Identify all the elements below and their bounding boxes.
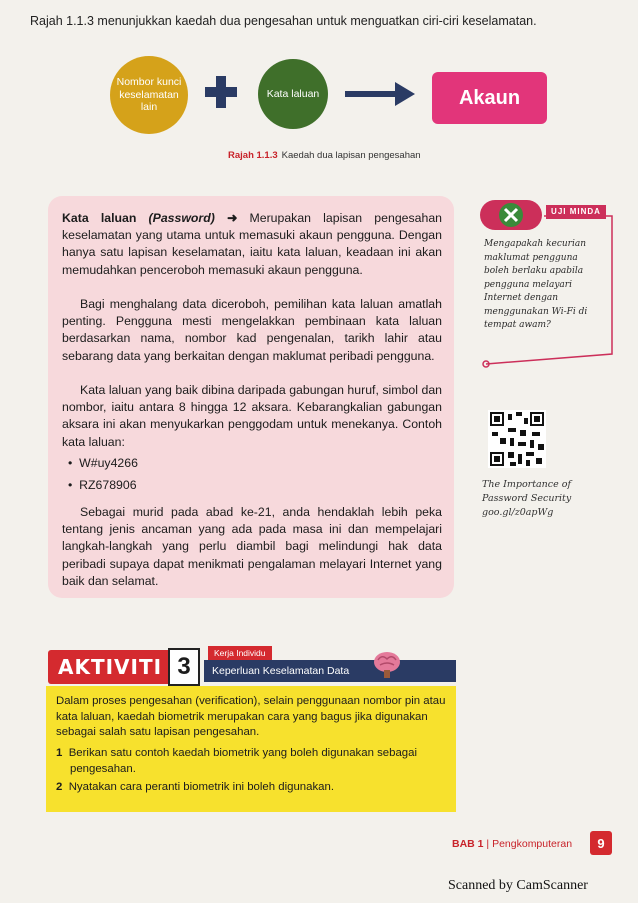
account-box: Akaun (432, 72, 547, 124)
caption-label: Rajah 1.1.3 (228, 150, 278, 161)
qr-title: The Importance of Password Security (482, 479, 572, 504)
example-1: W#uy4266 (79, 456, 138, 470)
scanner-watermark: Scanned by CamScanner (448, 878, 588, 893)
intro-text: Rajah 1.1.3 menunjukkan kaedah dua pengesahan untuk menguatkan ciri-ciri keselamatan. (30, 14, 537, 28)
figure-caption (228, 150, 421, 161)
example-item: • W#uy4266 (68, 456, 138, 470)
question-2-text: Nyatakan cara peranti biometrik ini boleh digunakan. (68, 781, 334, 793)
definition-text: Merupakan lapisan pengesahan keselamatan yang utama untuk memasuki akaun pengguna. Dengan hanya satu lapisan keselamatan, iaitu kata laluan, keadaan ini akan memudahkan penceroboh memasuki akaun pengguna. (62, 211, 442, 277)
tools-icon (498, 202, 524, 228)
chapter-name: Pengkomputeran (492, 838, 573, 850)
paragraph-good-password: Kata laluan yang baik dibina daripada gabungan huruf, simbol dan nombor, iaitu antara 8 hingga 12 aksara. Kebarangkalian gabungan aksara ini akan menyukarkan penggodam untuk menekanya. Contoh kata laluan: (62, 383, 442, 449)
activity-number: 3 (168, 648, 200, 686)
question-1-number: 1 (56, 747, 63, 759)
plus-icon (203, 74, 239, 110)
circle1-label: Nombor kunci keselamatan lain (116, 76, 182, 114)
term-label: Kata laluan (62, 211, 137, 225)
caption-text: Kaedah dua lapisan pengesahan (281, 150, 421, 161)
activity-tag: Kerja Individu (208, 646, 272, 660)
qr-link[interactable]: goo.gl/z0apWg (482, 507, 554, 518)
qr-caption (482, 478, 612, 520)
chapter-number: BAB 1 (452, 838, 484, 850)
brain-icon (372, 650, 402, 680)
example-2: RZ678906 (79, 478, 137, 492)
circle2-label: Kata laluan (266, 87, 320, 100)
paragraph-21st-century: Sebagai murid pada abad ke-21, anda hendaklah lebih peka tentang jenis ancaman yang ada pada masa ini dan mempelajari langkah-langkah yang perlu diambil bagi melindungi hak data peribadi supaya dapat menikmati pengalaman melayari Internet yang baik dan selamat. (62, 505, 442, 588)
page-number: 9 (590, 831, 612, 855)
uji-minda-label: UJI MINDA (546, 205, 606, 219)
chapter-footer: BAB 1 | Pengkomputeran (452, 838, 573, 850)
qr-code-icon[interactable] (488, 410, 546, 468)
question-1 (56, 746, 462, 777)
circle-password (258, 59, 328, 129)
activity-title: AKTIVITI (48, 650, 186, 684)
question-2-number: 2 (56, 781, 63, 793)
uji-minda-question: Mengapakah kecurian maklumat pengguna boleh berlaku apabila pengguna melayari Internet dengan menggunakan Wi-Fi di tempat awam? (484, 239, 588, 330)
arrow-icon: ➜ (227, 211, 238, 225)
activity-intro: Dalam proses pengesahan (verification), selain penggunaan nombor pin atau kata laluan, kaedah biometrik merupakan cara yang bagus jika digunakan sebagai salah satu lapisan pengesahan. (56, 695, 446, 739)
paragraph-definition (62, 210, 442, 279)
paragraph-avoid: Bagi menghalang data diceroboh, pemilihan kata laluan amatlah penting. Pengguna mesti mengelakkan pembinaan kata laluan berdasarkan nama, nombor kad pengenalan, tarikh lahir atau sebarang data yang berkaitan dengan maklumat peribadi pengguna. (62, 297, 442, 363)
activity-subtitle: Keperluan Keselamatan Data (204, 660, 456, 682)
arrow-right-icon (345, 82, 415, 106)
term-english: (Password) (148, 211, 215, 225)
example-item: • RZ678906 (68, 478, 137, 492)
question-1-text: Berikan satu contoh kaedah biometrik yang boleh digunakan sebagai pengesahan. (68, 747, 417, 775)
circle-security-number (110, 56, 188, 134)
question-2 (56, 780, 462, 796)
